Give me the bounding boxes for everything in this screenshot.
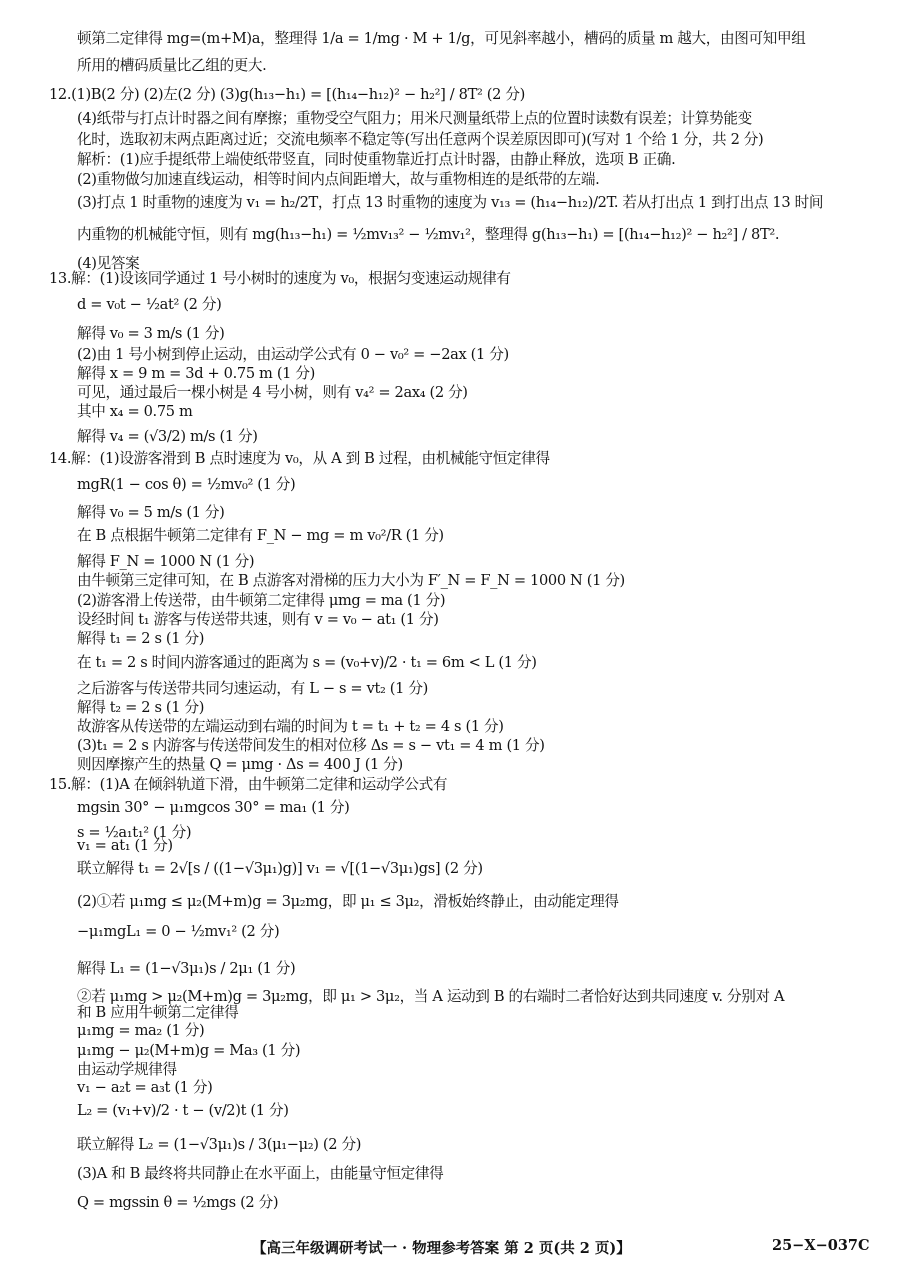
text-line: 所用的槽码质量比乙组的更大. xyxy=(77,57,267,74)
text-line: 故游客从传送带的左端运动到右端的时间为 t = t₁ + t₂ = 4 s (1 分) xyxy=(77,718,504,735)
text-line: v₁ − a₂t = a₃t (1 分) xyxy=(77,1079,213,1096)
text-line: (2)①若 μ₁mg ≤ μ₂(M+m)g = 3μ₂mg，即 μ₁ ≤ 3μ₂，滑板始终静止，由动能定理得 xyxy=(77,893,619,910)
text-line: (4)见答案 xyxy=(77,255,140,272)
text-line: 在 B 点根据牛顿第二定律有 F_N − mg = m v₀²/R (1 分) xyxy=(77,527,444,544)
text-line: 15.解：(1)A 在倾斜轨道下滑，由牛顿第二定律和运动学公式有 xyxy=(49,776,448,793)
text-line: v₁ = at₁ (1 分) xyxy=(77,837,173,854)
text-line: 化时，选取初末两点距离过近；交流电频率不稳定等(写出任意两个误差原因即可)(写对 1 个给 1 分，共 2 分) xyxy=(77,131,764,148)
text-line: (3)A 和 B 最终将共同静止在水平面上，由能量守恒定律得 xyxy=(77,1165,444,1182)
text-line: 解析：(1)应手提纸带上端使纸带竖直，同时使重物靠近打点计时器，由静止释放，选项 B 正确. xyxy=(77,151,676,168)
text-line: 和 B 应用牛顿第二定律得 xyxy=(77,1004,239,1021)
text-line: 可见，通过最后一棵小树是 4 号小树，则有 v₄² = 2ax₄ (2 分) xyxy=(77,384,468,401)
text-line: 其中 x₄ = 0.75 m xyxy=(77,403,193,420)
text-line: Q = mgssin θ = ½mgs (2 分) xyxy=(77,1194,279,1211)
text-line: 则因摩擦产生的热量 Q = μmg · Δs = 400 J (1 分) xyxy=(77,756,403,773)
text-line: (3)t₁ = 2 s 内游客与传送带间发生的相对位移 Δs = s − vt₁ = 4 m (1 分) xyxy=(77,737,545,754)
text-line: 13.解：(1)设该同学通过 1 号小树时的速度为 v₀，根据匀变速运动规律有 xyxy=(49,270,511,287)
text-line: 由牛顿第三定律可知，在 B 点游客对滑梯的压力大小为 F′_N = F_N = 1000 N (1 分) xyxy=(77,572,625,589)
text-line: (2)重物做匀加速直线运动，相等时间内点间距增大，故与重物相连的是纸带的左端. xyxy=(77,171,600,188)
text-line: 解得 x = 9 m = 3d + 0.75 m (1 分) xyxy=(77,365,315,382)
text-line: 解得 v₀ = 5 m/s (1 分) xyxy=(77,504,225,521)
text-line: (2)游客滑上传送带，由牛顿第二定律得 μmg = ma (1 分) xyxy=(77,592,446,609)
text-line: ②若 μ₁mg > μ₂(M+m)g = 3μ₂mg，即 μ₁ > 3μ₂，当 A 运动到 B 的右端时二者恰好达到共同速度 v. 分别对 A xyxy=(77,988,785,1005)
text-line: L₂ = (v₁+v)/2 · t − (v/2)t (1 分) xyxy=(77,1102,289,1119)
text-line: 由运动学规律得 xyxy=(77,1061,177,1078)
text-line: −μ₁mgL₁ = 0 − ½mv₁² (2 分) xyxy=(77,923,280,940)
text-line: 联立解得 L₂ = (1−√3μ₁)s / 3(μ₁−μ₂) (2 分) xyxy=(77,1136,362,1153)
text-line: 解得 t₂ = 2 s (1 分) xyxy=(77,699,205,716)
text-line: μ₁mg = ma₂ (1 分) xyxy=(77,1022,205,1039)
text-line: 内重物的机械能守恒，则有 mg(h₁₃−h₁) = ½mv₁₃² − ½mv₁²，整理得 g(h₁₃−h₁) = [(h₁₄−h₁₂)² − h₂²] / 8T². xyxy=(77,226,780,243)
text-line: 在 t₁ = 2 s 时间内游客通过的距离为 s = (v₀+v)/2 · t₁ = 6m < L (1 分) xyxy=(77,654,537,671)
text-line: (4)纸带与打点计时器之间有摩擦；重物受空气阻力；用米尺测量纸带上点的位置时读数有误差；计算势能变 xyxy=(77,110,752,127)
text-line: 12.(1)B(2 分) (2)左(2 分) (3)g(h₁₃−h₁) = [(h₁₄−h₁₂)² − h₂²] / 8T² (2 分) xyxy=(49,86,525,103)
text-line: 解得 v₄ = (√3/2) m/s (1 分) xyxy=(77,428,258,445)
page-footer xyxy=(0,1237,900,1259)
text-line: 设经时间 t₁ 游客与传送带共速，则有 v = v₀ − at₁ (1 分) xyxy=(77,611,439,628)
text-line: s = ½a₁t₁² (1 分) xyxy=(77,824,192,841)
text-line: 解得 F_N = 1000 N (1 分) xyxy=(77,553,255,570)
text-line: mgsin 30° − μ₁mgcos 30° = ma₁ (1 分) xyxy=(77,799,350,816)
text-line: 解得 t₁ = 2 s (1 分) xyxy=(77,630,205,647)
text-line: 之后游客与传送带共同匀速运动，有 L − s = vt₂ (1 分) xyxy=(77,680,428,697)
text-line: 顿第二定律得 mg=(m+M)a，整理得 1/a = 1/mg · M + 1/g，可见斜率越小，槽码的质量 m 越大，由图可知甲组 xyxy=(77,30,806,47)
text-line: 解得 L₁ = (1−√3μ₁)s / 2μ₁ (1 分) xyxy=(77,960,296,977)
footer-title: 【高三年级调研考试一 · 物理参考答案 第 2 页(共 2 页)】 xyxy=(252,1240,631,1257)
text-line: mgR(1 − cos θ) = ½mv₀² (1 分) xyxy=(77,476,296,493)
text-line: 14.解：(1)设游客滑到 B 点时速度为 v₀，从 A 到 B 过程，由机械能守恒定律得 xyxy=(49,450,550,467)
text-line: 解得 v₀ = 3 m/s (1 分) xyxy=(77,325,225,342)
text-line: (2)由 1 号小树到停止运动，由运动学公式有 0 − v₀² = −2ax (1 分) xyxy=(77,346,509,363)
footer-code: 25−X−037C xyxy=(772,1237,870,1254)
text-line: d = v₀t − ½at² (2 分) xyxy=(77,296,222,313)
text-line: (3)打点 1 时重物的速度为 v₁ = h₂/2T，打点 13 时重物的速度为 v₁₃ = (h₁₄−h₁₂)/2T. 若从打出点 1 到打出点 13 时间 xyxy=(77,194,824,211)
text-line: μ₁mg − μ₂(M+m)g = Ma₃ (1 分) xyxy=(77,1042,301,1059)
text-line: 联立解得 t₁ = 2√[s / ((1−√3μ₁)g)] v₁ = √[(1−√3μ₁)gs] (2 分) xyxy=(77,860,483,877)
